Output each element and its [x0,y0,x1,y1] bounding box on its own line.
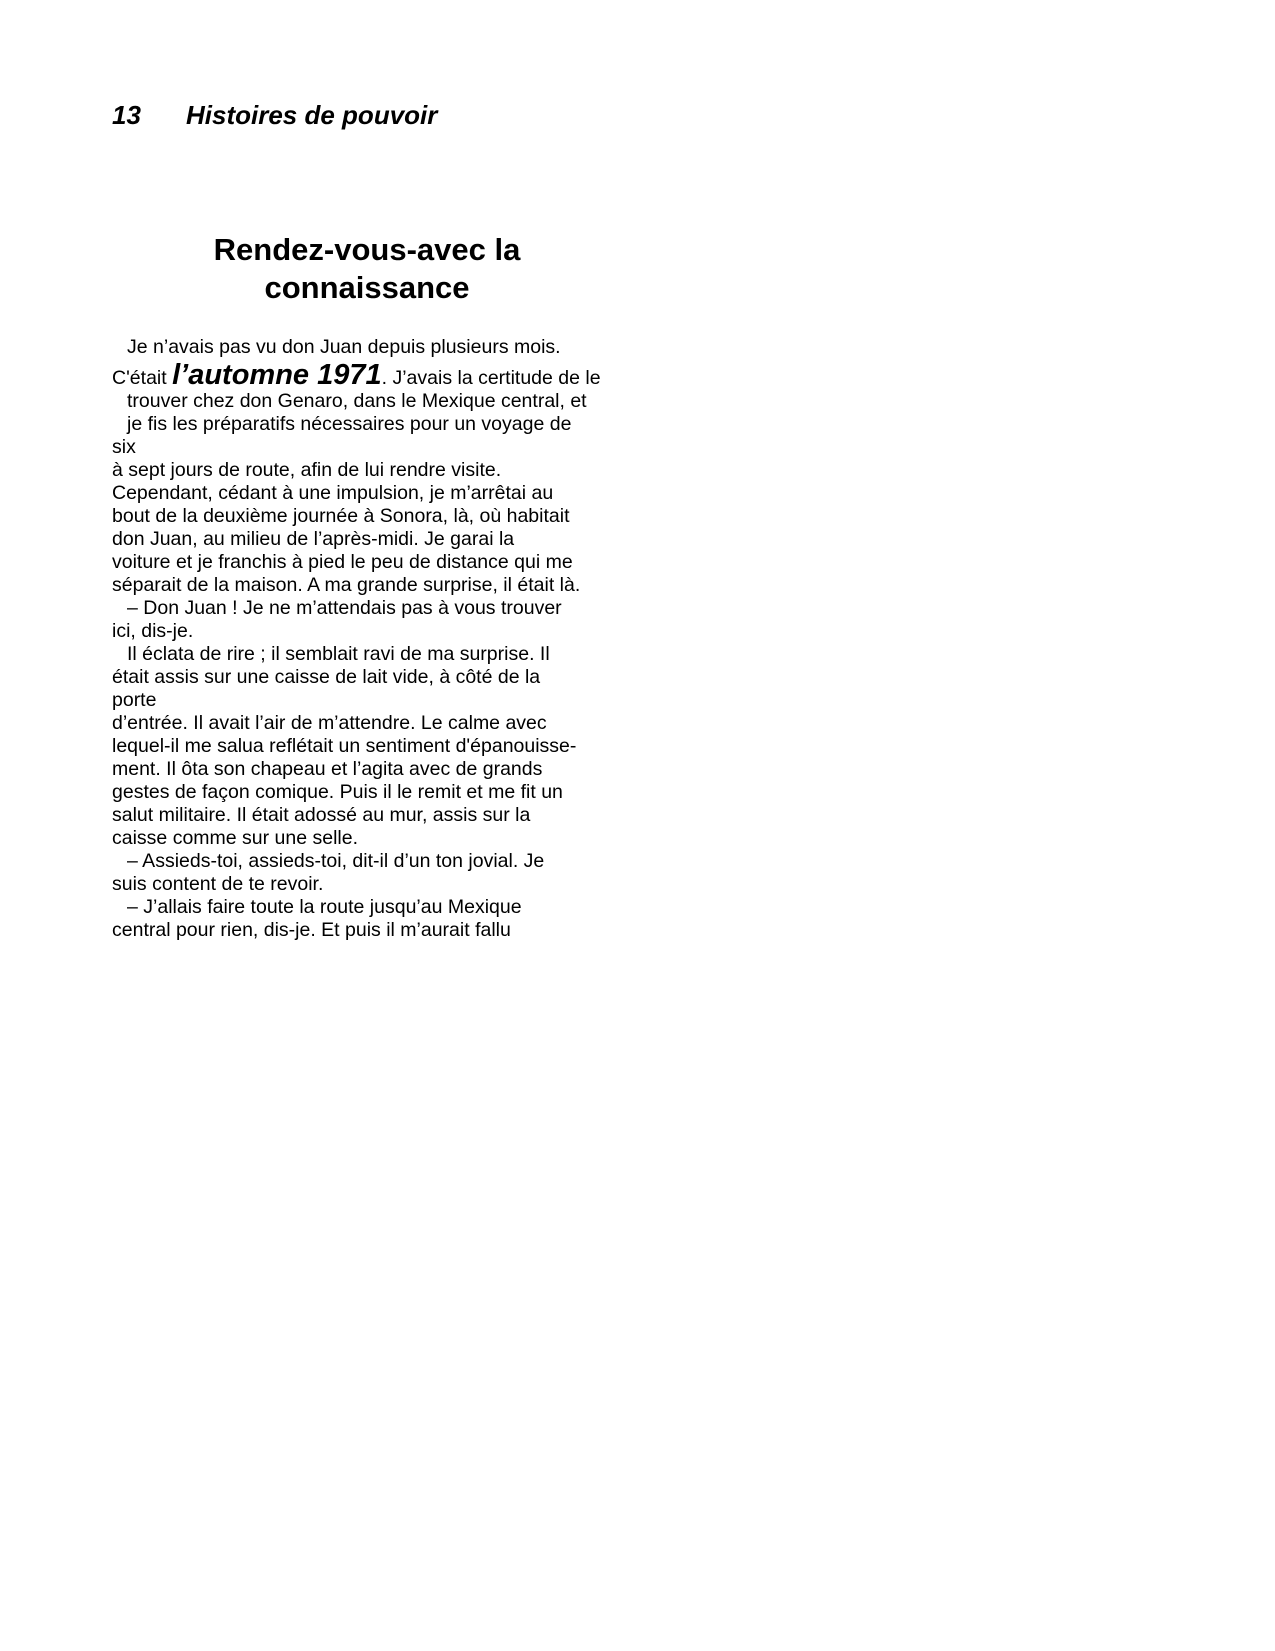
text-line: caisse comme sur une selle. [112,827,359,849]
text-line: – J’allais faire toute la route jusqu’au Mexique [127,896,522,918]
text-line: bout de la deuxième journée à Sonora, là, où habitait [112,505,570,527]
text-line: six [112,436,136,458]
text-line: était assis sur une caisse de lait vide, à côté de la [112,666,541,688]
text-line: Il éclata de rire ; il semblait ravi de ma surprise. Il [127,643,550,665]
text-line: Je n’avais pas vu don Juan depuis plusieurs mois. [127,336,561,358]
book-title: Histoires de pouvoir [186,100,438,130]
text-line: ici, dis-je. [112,620,194,642]
emphasized-date: l’automne 1971 [172,359,382,391]
text-line: lequel-il me salua reflétait un sentiment d'épanouisse- [112,735,577,757]
text-line: voiture et je franchis à pied le peu de distance qui me [112,551,573,573]
text-line: gestes de façon comique. Puis il le remit et me fit un [112,781,563,803]
text-line [112,359,601,391]
text-line: Cependant, cédant à une impulsion, je m’arrêtai au [112,482,554,504]
text-line: porte [112,689,157,711]
page-number: 13 [112,100,141,130]
text-line: trouver chez don Genaro, dans le Mexique central, et [127,390,587,412]
text-line: ment. Il ôta son chapeau et l’agita avec de grands [112,758,543,780]
text-line: d’entrée. Il avait l’air de m’attendre. Le calme avec [112,712,547,734]
text-line: don Juan, au milieu de l’après-midi. Je garai la [112,528,515,550]
text-line: à sept jours de route, afin de lui rendre visite. [112,459,502,481]
text-line: central pour rien, dis-je. Et puis il m’aurait fallu [112,919,511,941]
text-line: suis content de te revoir. [112,873,324,895]
text-line: je fis les préparatifs nécessaires pour un voyage de [127,413,572,435]
text-line: salut militaire. Il était adossé au mur, assis sur la [112,804,531,826]
text-run: C'était [112,367,173,389]
text-line: – Assieds-toi, assieds-toi, dit-il d’un ton jovial. Je [127,850,545,872]
text-line: séparait de la maison. A ma grande surprise, il était là. [112,574,581,596]
chapter-title-line-1: Rendez-vous-avec la [213,232,521,267]
running-head [112,98,437,132]
text-run: . J’avais la certitude de le [381,367,601,389]
chapter-title-line-2: connaissance [264,270,470,305]
chapter-title [112,231,622,307]
text-line: – Don Juan ! Je ne m’attendais pas à vous trouver [127,597,562,619]
